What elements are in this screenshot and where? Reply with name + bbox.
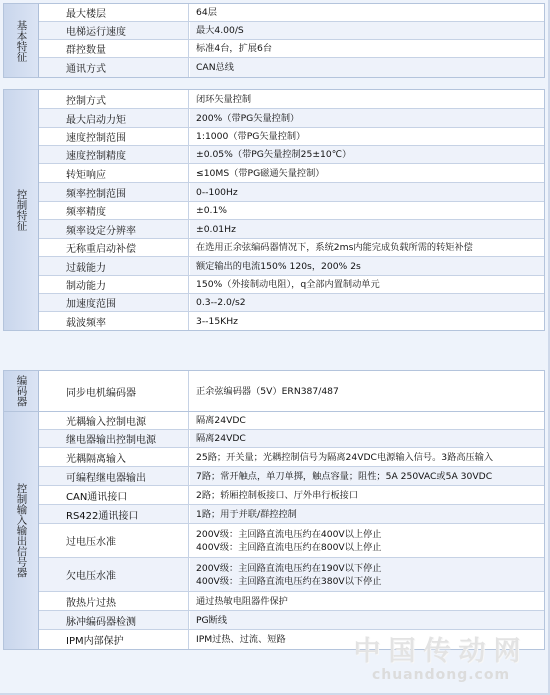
value-line: 7路；常开触点，单刀单掷，触点容量；阻性；5A 250VAC或5A 30VDC (196, 470, 493, 482)
value-line: 200%（带PG矢量控制） (196, 112, 300, 124)
spec-group (3, 3, 545, 78)
parameter-value (190, 312, 544, 330)
spec-group (3, 89, 545, 331)
value-line: 200V级：主回路直流电压约在190V以下停止 (196, 562, 382, 574)
parameter-value (190, 467, 544, 485)
table-row (39, 90, 544, 109)
table-row (39, 430, 544, 448)
parameter-name: 电梯运行速度 (39, 22, 189, 39)
parameter-name: IPM内部保护 (39, 630, 189, 649)
category-label: 编码器 (15, 375, 28, 407)
value-line: 1路；用于并联/群控控制 (196, 508, 297, 520)
parameter-value (190, 4, 544, 21)
value-line: PG断线 (196, 614, 228, 626)
parameter-name: 群控数量 (39, 40, 189, 57)
parameter-name: 频率设定分辨率 (39, 220, 189, 238)
parameter-value (190, 128, 544, 145)
table-row (39, 467, 544, 486)
parameter-value (190, 371, 544, 411)
value-line: 隔离24VDC (196, 433, 246, 444)
table-row (39, 257, 544, 276)
table-row (39, 146, 544, 164)
parameter-value (190, 412, 544, 429)
table-row (39, 276, 544, 294)
parameter-name: 控制方式 (39, 90, 189, 108)
parameter-value (190, 58, 544, 77)
table-row (39, 505, 544, 524)
value-line: ≤10MS（带PG磁通矢量控制） (196, 167, 325, 179)
parameter-name: 通讯方式 (39, 58, 189, 77)
value-line: 0.3--2.0/s2 (196, 297, 246, 308)
parameter-name: 加速度范围 (39, 294, 189, 311)
table-row (39, 371, 544, 411)
value-line: 3--15KHz (196, 315, 238, 327)
table-row (39, 239, 544, 257)
category-cell (4, 371, 39, 411)
value-line: 隔离24VDC (196, 415, 246, 426)
parameter-value (190, 430, 544, 447)
table-row (39, 4, 544, 22)
value-line: 400V级：主回路直流电压约在380V以下停止 (196, 575, 382, 587)
parameter-value (190, 558, 544, 591)
table-row (39, 40, 544, 58)
parameter-name: 同步电机编码器 (39, 371, 189, 411)
table-row (39, 611, 544, 630)
category-cell (4, 412, 39, 649)
value-line: 25路；开关量；光耦控制信号为隔离24VDC电源输入信号。3路高压输入 (196, 451, 494, 463)
table-row (39, 312, 544, 330)
table-row (39, 22, 544, 40)
table-row (39, 164, 544, 183)
watermark-url: chuandong.com (371, 667, 511, 683)
parameter-name: 过载能力 (39, 257, 189, 275)
parameter-name: 速度控制范围 (39, 128, 189, 145)
table-row (39, 592, 544, 611)
value-line: 200V级：主回路直流电压约在400V以上停止 (196, 528, 382, 540)
spec-group (3, 411, 545, 650)
parameter-name: 光耦隔离输入 (39, 448, 189, 466)
category-label: 控制特征 (15, 189, 28, 231)
spec-group (3, 370, 545, 412)
parameter-name: 脉冲编码器检测 (39, 611, 189, 629)
parameter-value (190, 183, 544, 201)
value-line: 额定输出的电流150% 120s，200% 2s (196, 260, 361, 272)
table-row (39, 412, 544, 430)
parameter-name: 散热片过热 (39, 592, 189, 610)
parameter-value (190, 146, 544, 163)
table-row (39, 128, 544, 146)
value-line: 通过热敏电阻器件保护 (196, 595, 288, 607)
parameter-name: 速度控制精度 (39, 146, 189, 163)
value-line: 0--100Hz (196, 186, 238, 198)
value-line: 在选用正余弦编码器情况下，系统2ms内能完成负载所需的转矩补偿 (196, 242, 473, 253)
parameter-value (190, 22, 544, 39)
parameter-name: 无称重启动补偿 (39, 239, 189, 256)
category-label: 基本特征 (15, 19, 28, 62)
value-line: 正余弦编码器（5V）ERN387/487 (196, 385, 339, 397)
parameter-value (190, 294, 544, 311)
parameter-name: 最大启动力矩 (39, 109, 189, 127)
parameter-value (190, 109, 544, 127)
value-line: 最大4.00/S (196, 25, 244, 36)
table-row (39, 202, 544, 220)
value-line: 标准4台，扩展6台 (196, 43, 273, 54)
value-line: 1:1000（带PG矢量控制） (196, 131, 306, 142)
value-line: ±0.1% (196, 205, 228, 216)
value-line: 400V级：主回路直流电压约在800V以上停止 (196, 541, 382, 553)
parameter-name: 转矩响应 (39, 164, 189, 182)
value-line: 150%（外接制动电阻），q全部内置制动单元 (196, 279, 380, 290)
category-cell (4, 4, 39, 77)
value-line: CAN总线 (196, 62, 234, 73)
parameter-value (190, 40, 544, 57)
parameter-value (190, 239, 544, 256)
parameter-value (190, 592, 544, 610)
table-row (39, 220, 544, 239)
value-line: 闭环矢量控制 (196, 93, 252, 105)
parameter-value (190, 611, 544, 629)
table-row (39, 183, 544, 202)
parameter-value (190, 164, 544, 182)
parameter-name: 载波频率 (39, 312, 189, 330)
table-row (39, 558, 544, 592)
parameter-name: 可编程继电器输出 (39, 467, 189, 485)
watermark (346, 637, 536, 683)
value-line: ±0.01Hz (196, 223, 236, 235)
category-cell (4, 90, 39, 330)
category-label: 控制输入输出信号器 (15, 483, 28, 578)
parameter-value (190, 524, 544, 557)
value-line: ±0.05%（带PG矢量控制25±10℃） (196, 149, 352, 160)
parameter-value (190, 90, 544, 108)
parameter-name: CAN通讯接口 (39, 486, 189, 504)
watermark-title: 中国传动网 (353, 636, 529, 667)
table-row (39, 524, 544, 558)
parameter-value (190, 202, 544, 219)
table-row (39, 294, 544, 312)
value-line: 2路；轿厢控制板接口、厅外串行板接口 (196, 489, 359, 501)
parameter-name: 光耦输入控制电源 (39, 412, 189, 429)
table-row (39, 448, 544, 467)
parameter-value (190, 220, 544, 238)
parameter-name: 最大楼层 (39, 4, 189, 21)
value-line: IPM过热、过流、短路 (196, 634, 286, 645)
parameter-name: 频率控制范围 (39, 183, 189, 201)
parameter-name: 继电器输出控制电源 (39, 430, 189, 447)
parameter-name: RS422通讯接口 (39, 505, 189, 523)
parameter-value (190, 505, 544, 523)
parameter-value (190, 276, 544, 293)
parameter-value (190, 486, 544, 504)
parameter-value (190, 448, 544, 466)
value-line: 64层 (196, 7, 217, 18)
parameter-name: 制动能力 (39, 276, 189, 293)
parameter-name: 过电压水准 (39, 524, 189, 557)
parameter-name: 欠电压水准 (39, 558, 189, 591)
parameter-value (190, 257, 544, 275)
table-row (39, 486, 544, 505)
table-row (39, 58, 544, 77)
table-row (39, 109, 544, 128)
parameter-name: 频率精度 (39, 202, 189, 219)
